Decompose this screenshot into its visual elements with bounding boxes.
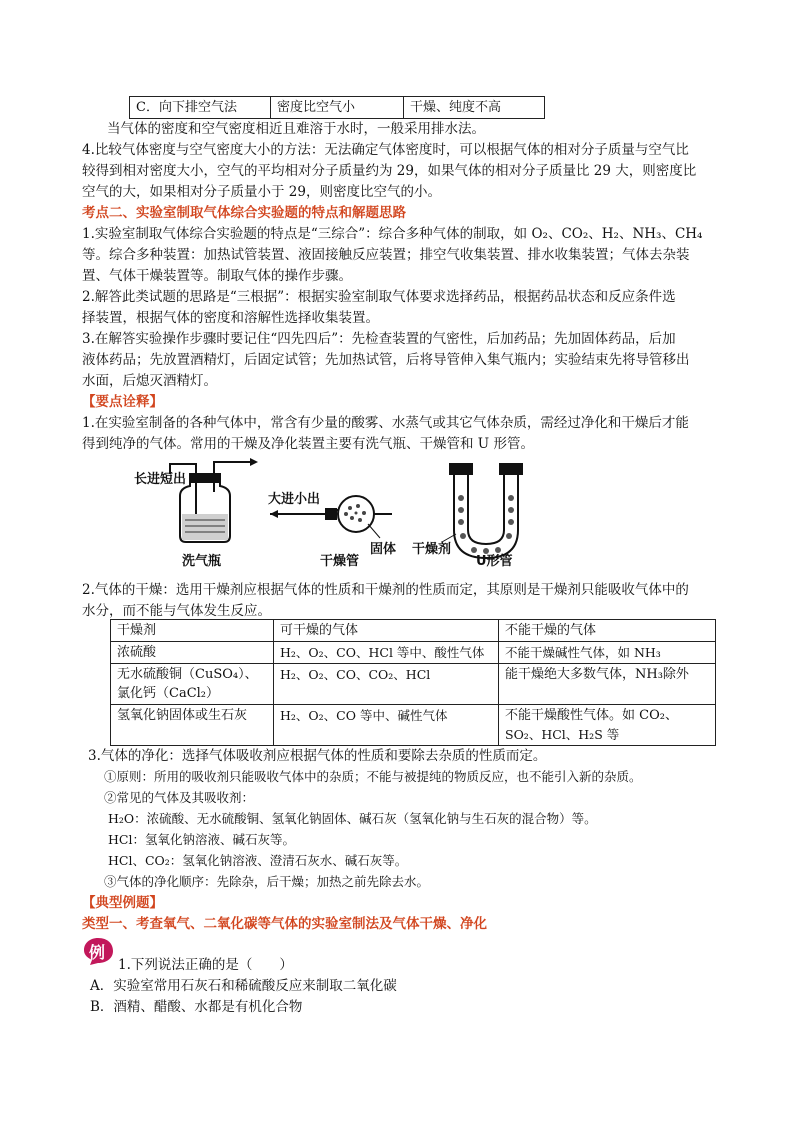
table-cell: H₂、O₂、CO 等中、碱性气体 (274, 705, 499, 746)
paragraph-line: ③气体的净化顺序：先除杂，后干燥；加热之前先除去水。 (104, 874, 430, 889)
paragraph-line: 2.气体的干燥：选用干燥剂应根据气体的性质和干燥剂的性质而定，其原则是干燥剂只能吸收气体中的 (82, 582, 689, 598)
paragraph-line: 等。综合多种装置：加热试管装置、液固接触反应装置；排空气收集装置、排水收集装置；气体去杂装 (82, 247, 690, 263)
paragraph-line: 3.气体的净化：选择气体吸收剂应根据气体的性质和要除去杂质的性质而定。 (88, 748, 547, 764)
section-heading: 类型一、考查氧气、二氧化碳等气体的实验室制法及气体干燥、净化 (82, 916, 487, 932)
arrow-in (270, 510, 278, 518)
paragraph-line: HCl：氢氧化钠溶液、碱石灰等。 (108, 832, 295, 847)
paragraph-line: 置、气体干燥装置等。制取气体的操作步骤。 (82, 268, 352, 284)
section-tag: 【要点诠释】 (82, 394, 163, 410)
table-cell: 浓硫酸 (111, 642, 274, 664)
paragraph-line: 较得到相对密度大小，空气的平均相对分子质量约为 29，如果气体的相对分子质量比 29 大，则密度比 (82, 163, 697, 179)
figure-caption: U形管 (476, 554, 513, 569)
section-heading: 考点二、实验室制取气体综合实验题的特点和解题思路 (82, 205, 406, 221)
paragraph-line: 2.解答此类试题的思路是“三根据”：根据实验室制取气体要求选择药品，根据药品状态和反应条件选 (82, 289, 676, 305)
paragraph-line: 得到纯净的气体。常用的干燥及净化装置主要有洗气瓶、干燥管和 U 形管。 (82, 436, 534, 452)
table-row (130, 97, 545, 119)
option-b: B．酒精、醋酸、水都是有机化合物 (90, 999, 303, 1015)
paragraph: 当气体的密度和空气密度相近且难溶于水时，一般采用排水法。 (107, 121, 485, 137)
table-header: 干燥剂 (111, 620, 274, 642)
question-text: 1.下列说法正确的是（ ） (118, 957, 293, 973)
example-badge-icon (82, 936, 114, 966)
paragraph-line: 1.实验室制取气体综合实验题的特点是“三综合”：综合多种气体的制取，如 O₂、CO₂、H₂、NH₃、CH₄ (82, 226, 703, 242)
paragraph-line: 空气的大，如果相对分子质量小于 29，则密度比空气的小。 (82, 184, 441, 200)
table-header: 可干燥的气体 (274, 620, 499, 642)
table-cell (111, 664, 274, 705)
cell-line: 不能干燥酸性气体。如 CO₂、 (505, 708, 678, 723)
table-row (111, 705, 716, 746)
paragraph-line: 液体药品；先放置酒精灯，后固定试管；先加热试管，后将导管伸入集气瓶内；实验结束先将导管移出 (82, 352, 690, 368)
solid-granules (344, 504, 366, 522)
table-cell: C．向下排空气法 (130, 97, 271, 119)
cell-line: SO₂、HCl、H₂S 等 (505, 727, 620, 742)
paragraph-line: ②常见的气体及其吸收剂： (104, 790, 255, 805)
apparatus-figure (130, 458, 570, 570)
paragraph-line: 1.在实验室制备的各种气体中，常含有少量的酸雾、水蒸气或其它气体杂质，需经过净化和干燥后才能 (82, 415, 689, 431)
u-desiccant (458, 495, 514, 554)
paragraph-line: 水分，而不能与气体发生反应。 (82, 603, 271, 619)
figure-caption: 干燥管 (320, 554, 360, 569)
table-cell: 不能干燥碱性气体，如 NH₃ (499, 642, 716, 664)
cell-line: 无水硫酸铜（CuSO₄）、 (117, 667, 258, 682)
table-cell (499, 705, 716, 746)
option-a: A．实验室常用石灰石和稀硫酸反应来制取二氧化碳 (90, 978, 397, 994)
table-row (111, 664, 716, 705)
section-tag: 【典型例题】 (82, 895, 163, 911)
figure-label: 长进短出 (134, 472, 187, 487)
table-cell: 氢氧化钠固体或生石灰 (111, 705, 274, 746)
figure-caption: 洗气瓶 (182, 554, 222, 569)
wash-liquid (182, 514, 228, 540)
table-cell: H₂、O₂、CO、HCl 等中、酸性气体 (274, 642, 499, 664)
arrow-out (250, 458, 258, 466)
paragraph-line: 4.比较气体密度与空气密度大小的方法：无法确定气体密度时，可以根据气体的相对分子质量与空气比 (82, 142, 689, 158)
table-cell: H₂、O₂、CO、CO₂、HCl (274, 664, 499, 705)
paragraph-line: 择装置，根据气体的密度和溶解性选择收集装置。 (82, 310, 379, 326)
figure-label: 干燥剂 (412, 542, 452, 557)
solid-pointer (368, 524, 380, 538)
drying-agent-table (110, 619, 716, 746)
table-header-row (111, 620, 716, 642)
table-row (111, 642, 716, 664)
table-cell: 干燥、纯度不高 (404, 97, 545, 119)
paragraph-line: H₂O：浓硫酸、无水硫酸铜、氢氧化钠固体、碱石灰（氢氧化钠与生石灰的混合物）等。 (108, 811, 597, 826)
figure-label: 固体 (370, 542, 397, 557)
top-table (129, 96, 545, 119)
paragraph-line: ①原则：所用的吸收剂只能吸收气体中的杂质；不能与被提纯的物质反应，也不能引入新的杂质。 (104, 769, 642, 784)
figure-label: 大进小出 (268, 492, 321, 507)
example-badge-text: 例 (89, 943, 106, 962)
table-header: 不能干燥的气体 (499, 620, 716, 642)
table-cell: 能干燥绝大多数气体，NH₃除外 (499, 664, 716, 705)
paragraph-line: 3.在解答实验操作步骤时要记住“四先四后”：先检查装置的气密性，后加药品；先加固体药品，后加 (82, 331, 676, 347)
paragraph-line: 水面，后熄灭酒精灯。 (82, 373, 217, 389)
paragraph-line: HCl、CO₂：氢氧化钠溶液、澄清石灰水、碱石灰等。 (108, 853, 408, 868)
table-cell: 密度比空气小 (271, 97, 404, 119)
cell-line: 氯化钙（CaCl₂） (117, 686, 220, 701)
